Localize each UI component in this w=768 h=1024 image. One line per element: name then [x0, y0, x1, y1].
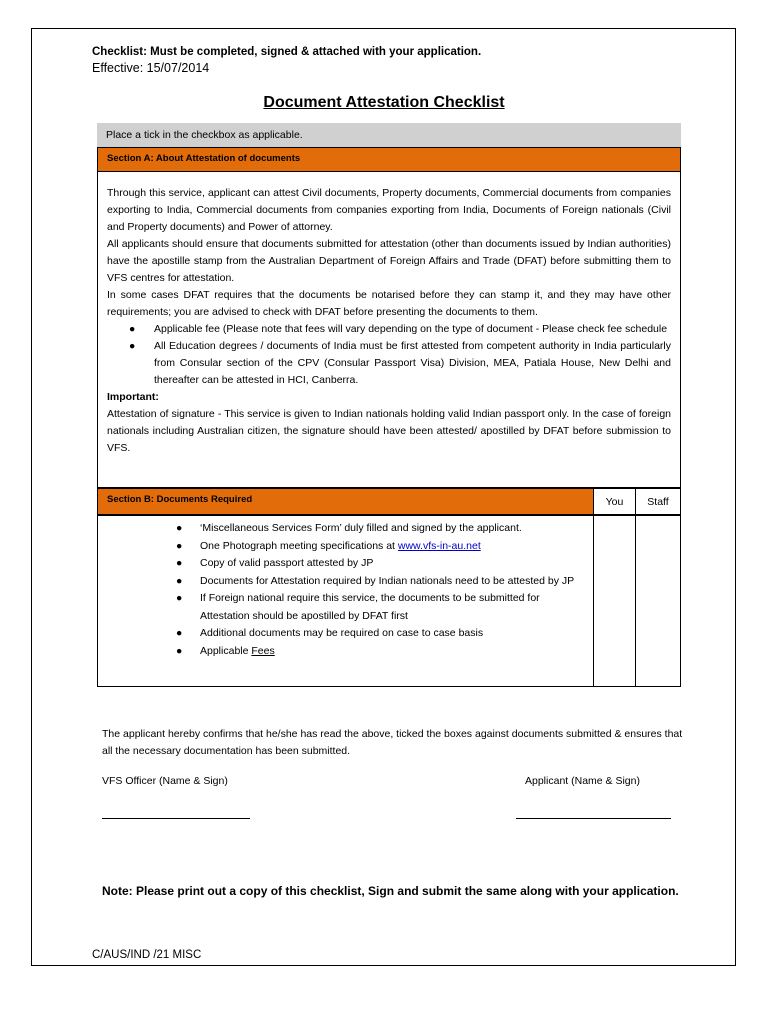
section-a-bullet: ● Applicable fee (Please note that fees will vary depending on the type of document - Please check fee schedule	[107, 321, 671, 338]
officer-sign-label: VFS Officer (Name & Sign)	[102, 775, 228, 787]
column-divider	[635, 489, 636, 686]
section-b-heading: Section B: Documents Required	[98, 489, 593, 516]
bullet-icon: ●	[176, 627, 183, 639]
bullet-icon: ●	[129, 323, 136, 335]
important-label: Important:	[107, 391, 159, 403]
instruction-bar: Place a tick in the checkbox as applicable.	[97, 123, 681, 147]
bullet-icon: ●	[176, 522, 183, 534]
form-code: C/AUS/IND /21 MISC	[92, 949, 202, 961]
section-a-para-1: Through this service, applicant can attest Civil documents, Property documents, Commercial documents from companies exporting to India, Commercial documents from companies exporting from India, Documents of Foreign nationals (Civil and Property documents) and Power of attorney.	[107, 187, 671, 233]
section-a-para-2: All applicants should ensure that documents submitted for attestation (other than documents issued by Indian authorities) have the apostille stamp from the Australian Department of Foreign Affairs and Trade (DFAT) before submitting them to VFS centres for attestation.	[107, 238, 671, 284]
list-item: ● Additional documents may be required on case to case basis	[176, 625, 586, 643]
list-item: ● Documents for Attestation required by Indian nationals need to be attested by JP	[176, 573, 586, 591]
confirmation-text: The applicant hereby confirms that he/she has read the above, ticked the boxes against documents submitted & ensures that all the necessary documentation has been submitted.	[102, 728, 683, 757]
section-b	[97, 488, 681, 687]
section-a-heading: Section A: About Attestation of documents	[98, 148, 680, 172]
vfs-website-link[interactable]: www.vfs-in-au.net	[397, 539, 481, 552]
list-item: ● If Foreign national require this service, the documents to be submitted for Attestation should be apostilled by DFAT first	[176, 592, 540, 622]
bullet-icon: ●	[176, 592, 183, 604]
section-a-bullet: ● All Education degrees / documents of India must be first attested from competent authority in India particularly from Consular section of the CPV (Consular Passport Visa) Division, MEA, Patiala House, New Delhi and thereafter can be attested in HCI, Canberra.	[129, 340, 671, 386]
fees-link[interactable]: Fees	[251, 644, 275, 657]
bullet-icon: ●	[176, 644, 183, 657]
section-a	[97, 147, 681, 488]
staff-column-header: Staff	[636, 489, 680, 516]
bullet-icon: ●	[176, 539, 183, 552]
list-item: ● Copy of valid passport attested by JP	[176, 555, 586, 573]
effective-date: Effective: 15/07/2014	[92, 61, 210, 75]
list-item: ● ‘Miscellaneous Services Form’ duly filled and signed by the applicant.	[176, 520, 586, 538]
page-title: Document Attestation Checklist	[263, 94, 505, 111]
section-a-body	[107, 185, 671, 457]
applicant-sign-label: Applicant (Name & Sign)	[525, 775, 640, 787]
bullet-icon: ●	[176, 574, 183, 587]
list-item: ● One Photograph meeting specifications at www.vfs-in-au.net	[176, 538, 586, 556]
documents-list	[176, 520, 586, 660]
officer-signature-line	[102, 818, 250, 819]
print-note: Note: Please print out a copy of this checklist, Sign and submit the same along with your application.	[102, 884, 679, 898]
list-item: ● Applicable Fees	[176, 643, 586, 661]
column-divider	[593, 489, 594, 686]
checklist-note: Checklist: Must be completed, signed & attached with your application.	[92, 46, 482, 58]
important-text: Attestation of signature - This service is given to Indian nationals holding valid Indian passport only. In the case of foreign nationals including Australian citizen, the signature should have been attested/ apostilled by DFAT before submission to VFS.	[107, 408, 671, 454]
applicant-signature-line	[516, 818, 671, 819]
you-column-header: You	[594, 489, 635, 516]
section-a-para-3: In some cases DFAT requires that the documents be notarised before they can stamp it, and they may have other requirements; you are advised to check with DFAT before presenting the documents to them.	[107, 289, 671, 318]
bullet-icon: ●	[176, 557, 183, 569]
bullet-icon: ●	[129, 340, 136, 352]
